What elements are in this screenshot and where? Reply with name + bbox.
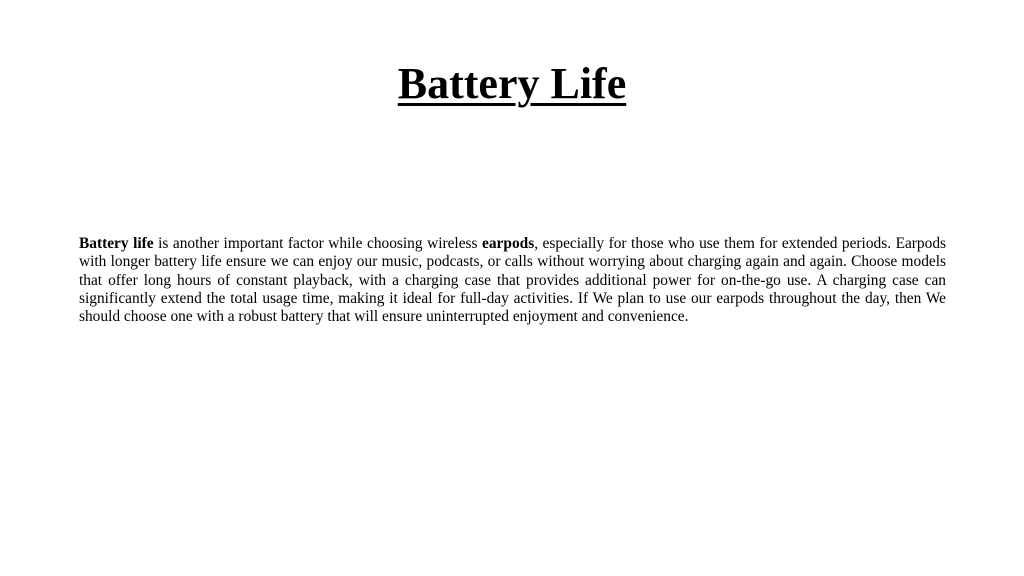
lead-bold-text: Battery life [79, 235, 154, 252]
keyword-bold-text: earpods [482, 235, 535, 252]
slide-title: Battery Life [397, 59, 627, 108]
body-paragraph [79, 235, 946, 326]
paragraph-text-part-1: is another important factor while choosing wireless [153, 235, 483, 252]
paragraph-text-part-2: , especially for those who use them for extended periods. Earpods with longer battery life ensure we can enjoy our music, podcasts, or calls without worrying about charging again and again. Choose models that offer long hours of constant playback, with a charging case that provides additional power for on-the-go use. A charging case can significantly extend the total usage time, making it ideal for full-day activities. If We plan to use our earpods throughout the day, then We should choose one with a robust battery that will ensure uninterrupted enjoyment and convenience. [79, 235, 947, 326]
